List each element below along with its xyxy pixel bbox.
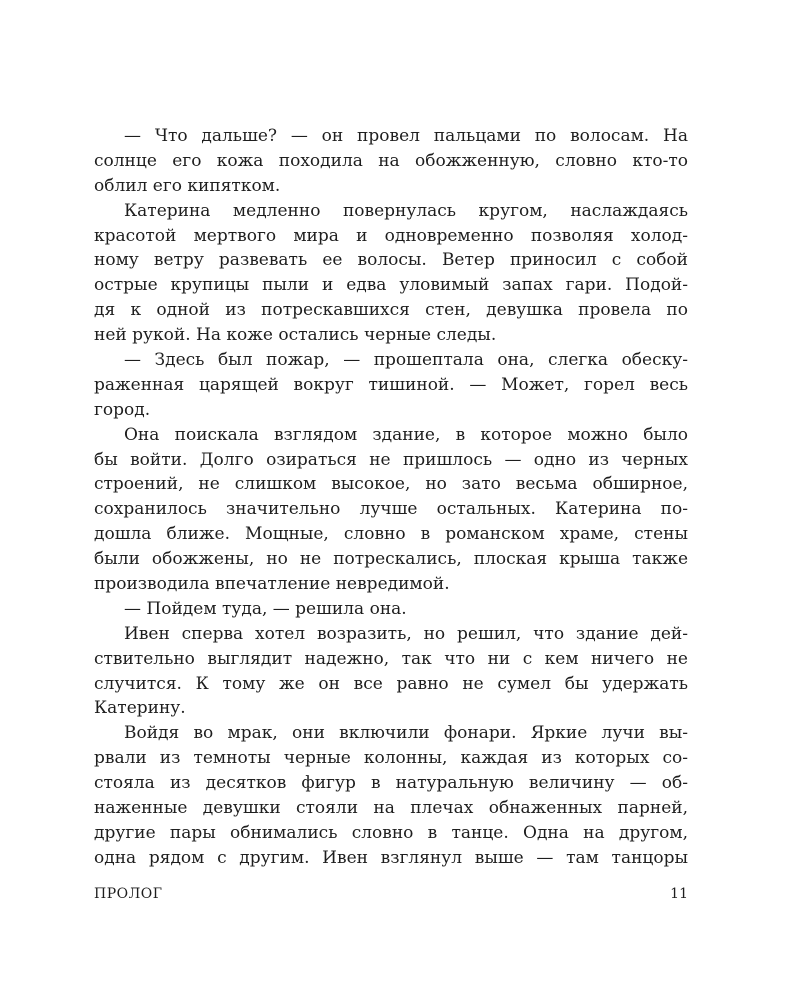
text-line: другие пары обнимались словно в танце. Одна на другом, [94,822,688,843]
text-line: наженные девушки стояли на плечах обнаженных парней, [94,798,688,819]
text-line: ствительно выглядит надежно, так что ни с кем ничего не [94,648,688,669]
page-number: 11 [670,886,688,902]
text-line: были обожжены, но не потрескались, плоская крыша также [94,549,688,570]
running-footer-title: ПРОЛОГ [94,886,163,902]
text-line: красотой мертвого мира и одновременно позволяя холод- [94,225,688,246]
text-line: случится. К тому же он все равно не сумел бы удержать [94,673,688,694]
text-line: — Пойдем туда, — решила она. [124,598,407,619]
text-line: ному ветру развевать ее волосы. Ветер приносил с собой [94,250,688,271]
text-line: ней рукой. На коже остались черные следы. [94,325,497,346]
text-line: раженная царящей вокруг тишиной. — Может, горел весь [94,374,688,395]
text-line: острые крупицы пыли и едва уловимый запах гари. Подой- [94,275,688,296]
text-line: солнце его кожа походила на обожженную, словно кто-то [94,150,688,171]
text-line: производила впечатление невредимой. [94,574,450,595]
text-line: строений, не слишком высокое, но зато весьма обширное, [94,474,688,495]
text-line: стояла из десятков фигур в натуральную величину — об- [94,773,688,794]
text-line: — Здесь был пожар, — прошептала она, слегка обеску- [124,350,688,371]
text-line: дошла ближе. Мощные, словно в романском храме, стены [94,524,688,545]
text-line: сохранилось значительно лучше остальных. Катерина по- [94,499,688,520]
text-line: дя к одной из потрескавшихся стен, девушка провела по [94,300,688,321]
text-line: Катерину. [94,698,186,719]
text-line: рвали из темноты черные колонны, каждая из которых со- [94,748,688,769]
text-line: — Что дальше? — он провел пальцами по волосам. На [124,126,688,146]
text-line: Катерина медленно повернулась кругом, наслаждаясь [124,200,688,221]
body-text [94,124,688,871]
text-line: Войдя во мрак, они включили фонари. Яркие лучи вы- [124,723,688,744]
text-line: Ивен сперва хотел возразить, но решил, что здание дей- [124,623,688,644]
text-line: одна рядом с другим. Ивен взглянул выше — там танцоры [94,847,688,868]
text-line: облил его кипятком. [94,175,281,196]
text-line: бы войти. Долго озираться не пришлось — одно из черных [94,449,688,470]
text-line: город. [94,399,151,420]
text-line: Она поискала взглядом здание, в которое можно было [124,424,688,445]
